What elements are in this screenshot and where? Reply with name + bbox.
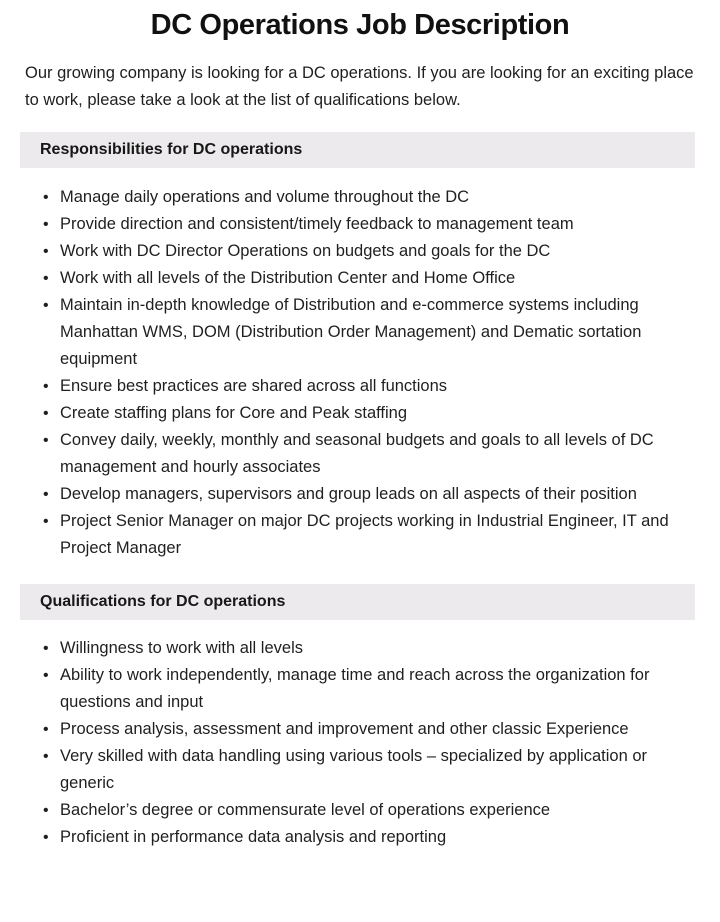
list-item: • Work with all levels of the Distribution Center and Home Office	[25, 265, 695, 292]
list-item: • Provide direction and consistent/timely feedback to management team	[25, 211, 695, 238]
list-item: • Maintain in-depth knowledge of Distribution and e-commerce systems including Manhattan WMS, DOM (Distribution Order Management) and Dematic sortation equipment	[25, 292, 695, 373]
section-heading-label: Responsibilities for DC operations	[40, 141, 303, 158]
section-header-responsibilities	[20, 132, 695, 168]
intro-paragraph: Our growing company is looking for a DC operations. If you are looking for an exciting place to work, please take a look at the list of qualifications below.	[25, 64, 694, 109]
list-item: • Bachelor’s degree or commensurate level of operations experience	[25, 797, 695, 824]
list-item: • Ensure best practices are shared across all functions	[25, 373, 695, 400]
section-responsibilities	[0, 132, 720, 562]
list-item: • Convey daily, weekly, monthly and seasonal budgets and goals to all levels of DC management and hourly associates	[25, 427, 695, 481]
list-item: • Manage daily operations and volume throughout the DC	[25, 184, 695, 211]
list-item: • Proficient in performance data analysis and reporting	[25, 824, 695, 851]
list-item: • Very skilled with data handling using various tools – specialized by application or generic	[25, 743, 695, 797]
section-header-qualifications	[20, 584, 695, 620]
list-item: • Develop managers, supervisors and group leads on all aspects of their position	[25, 481, 695, 508]
list-item: • Create staffing plans for Core and Peak staffing	[25, 400, 695, 427]
list-item: • Project Senior Manager on major DC projects working in Industrial Engineer, IT and Project Manager	[25, 508, 695, 562]
list-item: • Work with DC Director Operations on budgets and goals for the DC	[25, 238, 695, 265]
list-item: • Process analysis, assessment and improvement and other classic Experience	[25, 716, 695, 743]
list-item: • Ability to work independently, manage time and reach across the organization for questions and input	[25, 662, 695, 716]
section-qualifications	[0, 584, 720, 851]
qualifications-list	[0, 620, 720, 851]
section-heading-label: Qualifications for DC operations	[40, 593, 286, 610]
list-item: • Willingness to work with all levels	[25, 635, 695, 662]
page-title: DC Operations Job Description	[150, 9, 570, 41]
responsibilities-list	[0, 168, 720, 562]
